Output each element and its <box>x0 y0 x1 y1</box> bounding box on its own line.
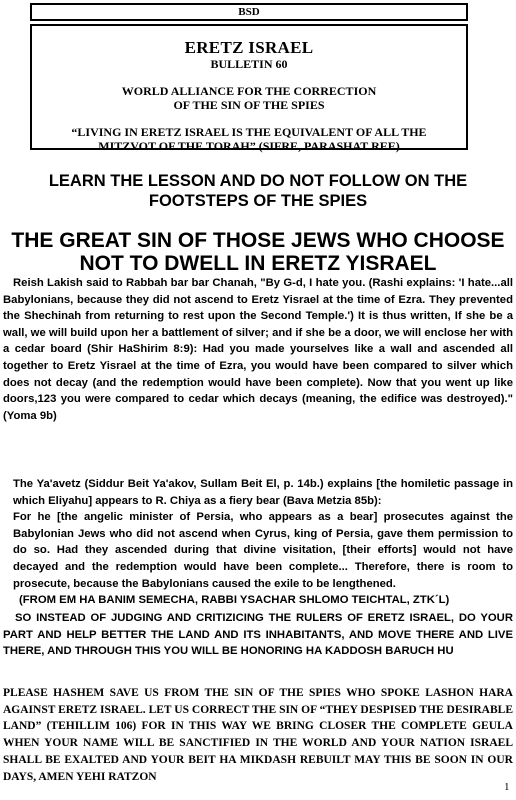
closing-prayer <box>3 685 513 785</box>
organization-line-2: OF THE SIN OF THE SPIES <box>173 98 325 112</box>
paragraph-yaavetz-quote: For he [the angelic minister of Persia, who appears as a bear] prosecutes against the Babylonian Jews who did not ascend when Cyrus, king of Persia, gave them permission to do so. Had they ascended during that divine visitation, [their efforts] would not have decayed and the redemption would have been complete... Therefore, there is room to prosecute, because the Babylonians caused the exile to be lengthened. <box>13 511 513 590</box>
bulletin-header <box>30 24 468 153</box>
source-citation: (FROM EM HA BANIM SEMECHA, RABBI YSACHAR SHLOMO TEICHTAL, ZTK´L) <box>19 594 450 607</box>
header-quote <box>32 125 466 153</box>
paragraph-yaavetz <box>3 476 513 609</box>
header-quote-line-1: “LIVING IN ERETZ ISRAEL IS THE EQUIVALENT OF ALL THE <box>71 125 427 139</box>
paragraph-yoma-text: Reish Lakish said to Rabbah bar bar Chanah, "By G-d, I hate you. (Rashi explains: 'I hate...all Babylonians, because they did not ascend to Eretz Yisrael at the time of Ezra. They prevented the Shechinah from returning to rest upon the Second Temple.') It is thus written, If she be a wall, we will build upon her a battlement of silver; and if she be a door, we will enclose her with a cedar board (Shir HaShirim 8:9): Had you made yourselves like a wall and ascended all together to Eretz Yisrael at the time of Ezra, you would have been compared to silver which does not decay (and the redemption would have been complete). Now that you went up like doors,123 you were compared to cedar which decays (meaning, the edifice was destroyed)." (Yoma 9b) <box>3 277 513 422</box>
organization-name <box>32 84 466 112</box>
bsd-label: BSD <box>238 6 260 18</box>
call-to-action-text: SO INSTEAD OF JUDGING AND CRITIZICING THE RULERS OF ERETZ ISRAEL, DO YOUR PART AND HELP BETTER THE LAND AND ITS INHABITANTS, AND MOVE THERE AND LIVE THERE, AND THROUGH THIS YOU WILL BE HONORING HA KADDOSH BARUCH HU <box>3 612 513 658</box>
closing-prayer-text: PLEASE HASHEM SAVE US FROM THE SIN OF THE SPIES WHO SPOKE LASHON HARA AGAINST ERETZ ISRAEL. LET US CORRECT THE SIN OF “THEY DESPISED THE DESIRABLE LAND” (TEHILLIM 106) FOR IN THIS WAY WE BRING CLOSER THE COMPLETE GEULA WHEN YOUR NAME WILL BE SANCTIFIED IN THE WORLD AND YOUR NATION ISRAEL SHALL BE EXALTED AND YOUR BEIT HA MIKDASH REBUILT MAY THIS BE SOON IN OUR DAYS, AMEN YEHI RATZON <box>3 687 513 783</box>
page-number: 1 <box>504 781 510 793</box>
sub-heading: LEARN THE LESSON AND DO NOT FOLLOW ON THE FOOTSTEPS OF THE SPIES <box>48 172 468 210</box>
bulletin-title: ERETZ ISRAEL <box>184 38 314 57</box>
bsd-box <box>30 3 468 21</box>
paragraph-yoma <box>3 275 513 424</box>
paragraph-yaavetz-intro: The Ya'avetz (Siddur Beit Ya'akov, Sullam Beit El, p. 14b.) explains [the homiletic passage in which Eliyahu] appears to R. Chiya as a fiery bear (Bava Metzia 85b): <box>13 478 513 507</box>
main-title: THE GREAT SIN OF THOSE JEWS WHO CHOOSE NOT TO DWELL IN ERETZ YISRAEL <box>11 229 505 275</box>
header-quote-line-2: MITZVOT OF THE TORAH” (SIFRE, PARASHAT REE) <box>98 139 400 153</box>
organization-line-1: WORLD ALLIANCE FOR THE CORRECTION <box>121 84 377 98</box>
bulletin-number: BULLETIN 60 <box>210 57 288 71</box>
call-to-action <box>3 610 513 660</box>
